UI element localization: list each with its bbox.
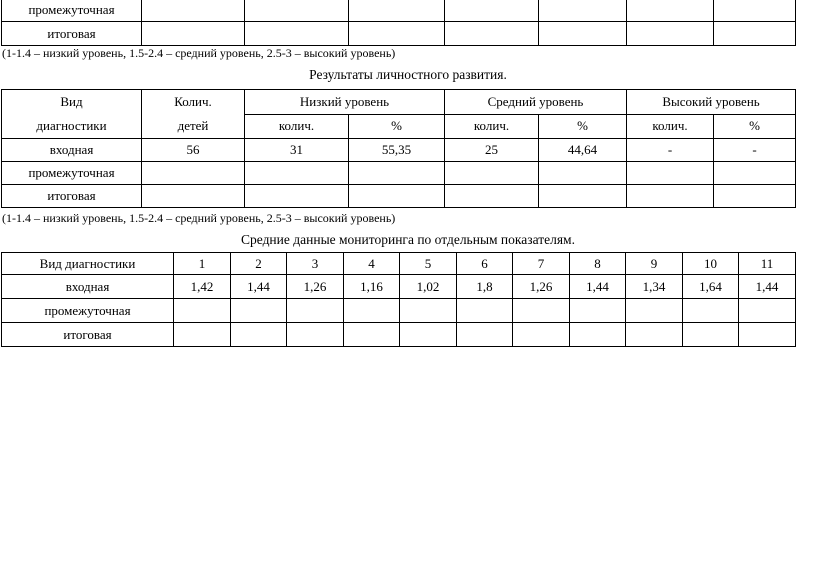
header-diagnostic-type: Вид диагностики: [2, 253, 174, 275]
row-label: входная: [2, 275, 174, 299]
cell-mid-count: 25: [445, 139, 539, 162]
cell-high-count: -: [627, 139, 714, 162]
row-label: итоговая: [2, 22, 142, 46]
subheader-percent: %: [539, 114, 627, 139]
header-children-count: Колич. детей: [142, 90, 245, 139]
row-label: итоговая: [2, 185, 142, 208]
header-high-level: Высокий уровень: [627, 90, 796, 115]
row-label: промежуточная: [2, 299, 174, 323]
table-row: [2, 162, 796, 185]
cell-value: 1,34: [626, 275, 683, 299]
subheader-percent: %: [714, 114, 796, 139]
cell-value: 1,64: [683, 275, 739, 299]
table-personal-results: [1, 89, 796, 208]
header-row: [2, 90, 796, 115]
header-indicator: 4: [344, 253, 400, 275]
level-legend-note: (1-1.4 – низкий уровень, 1.5-2.4 – средний уровень, 2.5-3 – высокий уровень): [2, 46, 396, 60]
cell-value: 1,8: [457, 275, 513, 299]
section-title-monitoring: Средние данные мониторинга по отдельным показателям.: [241, 232, 575, 247]
header-diagnostic-type: Вид диагностики: [2, 90, 142, 139]
table-row: [2, 185, 796, 208]
cell-value: 1,42: [174, 275, 231, 299]
cell-children: 56: [142, 139, 245, 162]
header-indicator: 9: [626, 253, 683, 275]
cell-value: 1,44: [231, 275, 287, 299]
cell-mid-pct: 44,64: [539, 139, 627, 162]
subheader-count: колич.: [445, 114, 539, 139]
header-indicator: 3: [287, 253, 344, 275]
level-legend-note: (1-1.4 – низкий уровень, 1.5-2.4 – средний уровень, 2.5-3 – высокий уровень): [2, 211, 396, 225]
cell-value: 1,44: [739, 275, 796, 299]
row-label: промежуточная: [2, 162, 142, 185]
cell-high-pct: -: [714, 139, 796, 162]
cell-value: 1,26: [513, 275, 570, 299]
header-indicator: 6: [457, 253, 513, 275]
row-label: итоговая: [2, 323, 174, 347]
table-row: [2, 323, 796, 347]
header-indicator: 8: [570, 253, 626, 275]
header-indicator: 7: [513, 253, 570, 275]
subheader-count: колич.: [245, 114, 349, 139]
table-monitoring-indicators: [1, 252, 796, 347]
header-low-level: Низкий уровень: [245, 90, 445, 115]
table-row: [2, 275, 796, 299]
cell-value: 1,02: [400, 275, 457, 299]
subheader-percent: %: [349, 114, 445, 139]
header-indicator: 11: [739, 253, 796, 275]
header-indicator: 10: [683, 253, 739, 275]
section-title-personal: Результаты личностного развития.: [309, 67, 507, 82]
cell-low-pct: 55,35: [349, 139, 445, 162]
table-row: [2, 0, 796, 22]
cell-low-count: 31: [245, 139, 349, 162]
row-label: промежуточная: [2, 0, 142, 22]
header-indicator: 5: [400, 253, 457, 275]
header-indicator: 1: [174, 253, 231, 275]
table-row: [2, 139, 796, 162]
table-row: [2, 299, 796, 323]
table-development-continued: [1, 0, 796, 46]
row-label: входная: [2, 139, 142, 162]
header-row: [2, 253, 796, 275]
header-indicator: 2: [231, 253, 287, 275]
cell-value: 1,26: [287, 275, 344, 299]
cell-value: 1,16: [344, 275, 400, 299]
subheader-count: колич.: [627, 114, 714, 139]
header-mid-level: Средний уровень: [445, 90, 627, 115]
table-row: [2, 22, 796, 46]
cell-value: 1,44: [570, 275, 626, 299]
